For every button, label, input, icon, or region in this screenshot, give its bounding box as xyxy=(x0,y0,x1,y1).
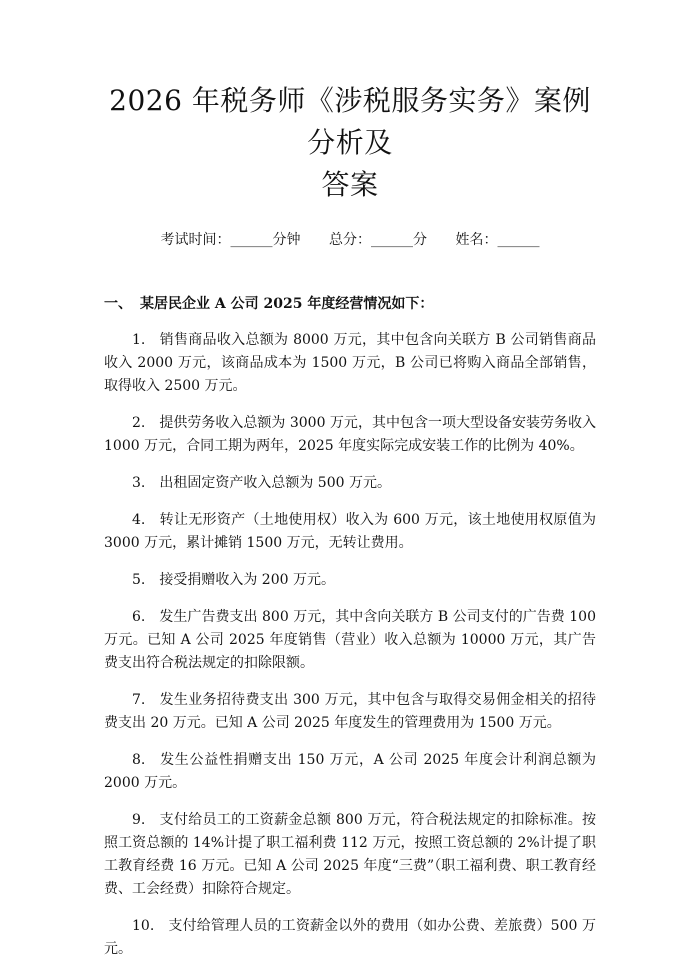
item-number: 3. xyxy=(132,475,146,491)
item-text: 发生业务招待费支出 300 万元，其中包含与取得交易佣金相关的招待费支出 20 万元。已知 A 公司 2025 年度发生的管理费用为 1500 万元。 xyxy=(104,692,596,731)
section-heading xyxy=(104,293,596,315)
list-item xyxy=(104,472,596,495)
list-item xyxy=(104,329,596,398)
exam-time-field: 考试时间：______分钟 xyxy=(160,232,301,248)
item-text: 发生广告费支出 800 万元，其中含向关联方 B 公司支付的广告费 100 万元。已知 A 公司 2025 年度销售（营业）收入总额为 10000 万元，其广告费支出符合税法规定的扣除限额。 xyxy=(104,609,596,671)
title-line-2: 答案 xyxy=(321,168,379,201)
item-number: 8. xyxy=(132,752,146,768)
document-title xyxy=(104,0,596,206)
item-text: 支付给管理人员的工资薪金以外的费用（如办公费、差旅费）500 万元。 xyxy=(104,918,596,957)
item-number: 5. xyxy=(132,572,146,588)
item-number: 6. xyxy=(132,609,146,625)
section-heading-text: 某居民企业 A 公司 2025 年度经营情况如下： xyxy=(140,296,434,312)
item-number: 7. xyxy=(132,692,146,708)
item-text: 支付给员工的工资薪金总额 800 万元，符合税法规定的扣除标准。按照工资总额的 14%计提了职工福利费 112 万元，按照工资总额的 2%计提了职工教育经费 16 万元。已知 A 公司 2025 年度“三费”（职工福利费、职工教育经费、工会经费）扣除符合规定。 xyxy=(104,812,596,897)
total-score-field: 总分：______分 xyxy=(329,232,427,248)
list-item xyxy=(104,809,596,901)
item-text: 转让无形资产（土地使用权）收入为 600 万元，该土地使用权原值为 3000 万元，累计摊销 1500 万元，无转让费用。 xyxy=(104,512,596,551)
name-field: 姓名：______ xyxy=(455,232,540,248)
list-item xyxy=(104,412,596,458)
list-item xyxy=(104,689,596,735)
item-text: 提供劳务收入总额为 3000 万元，其中包含一项大型设备安装劳务收入 1000 万元，合同工期为两年，2025 年度实际完成安装工作的比例为 40%。 xyxy=(104,415,596,454)
item-text: 销售商品收入总额为 8000 万元，其中包含向关联方 B 公司销售商品收入 2000 万元，该商品成本为 1500 万元，B 公司已将购入商品全部销售，取得收入 2500 万元。 xyxy=(104,332,596,394)
title-line-1: 2026 年税务师《涉税服务实务》案例分析及 xyxy=(109,84,591,159)
list-item xyxy=(104,606,596,675)
item-number: 1. xyxy=(132,332,146,348)
item-number: 2. xyxy=(132,415,146,431)
item-text: 接受捐赠收入为 200 万元。 xyxy=(159,572,335,588)
section-number: 一、 xyxy=(104,296,132,312)
list-item xyxy=(104,509,596,555)
list-item xyxy=(104,915,596,961)
item-text: 发生公益性捐赠支出 150 万元，A 公司 2025 年度会计利润总额为 2000 万元。 xyxy=(104,752,596,791)
item-number: 4. xyxy=(132,512,146,528)
item-text: 出租固定资产收入总额为 500 万元。 xyxy=(159,475,391,491)
item-number: 9. xyxy=(132,812,146,828)
exam-info xyxy=(104,230,596,250)
list-item xyxy=(104,749,596,795)
case-items-list xyxy=(104,329,596,961)
item-number: 10. xyxy=(132,918,155,934)
list-item xyxy=(104,569,596,592)
